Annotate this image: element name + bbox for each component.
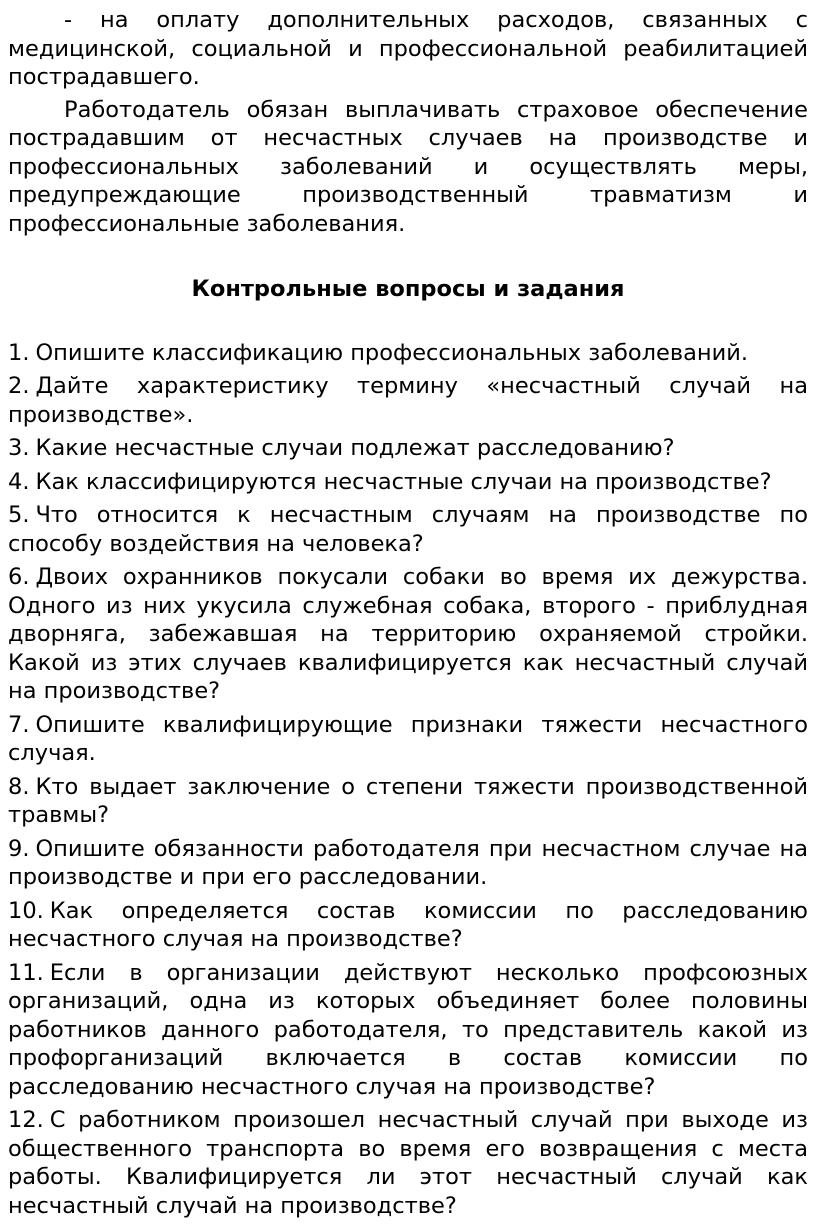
question-item	[8, 434, 808, 463]
question-item	[8, 1106, 808, 1220]
question-number: 12.	[8, 1107, 44, 1133]
question-number: 11.	[8, 959, 44, 986]
question-number: 7.	[8, 711, 30, 738]
question-text: Опишите обязанности работодателя при несчастном случае на производстве и при его расследовании.	[8, 835, 808, 890]
question-text: Если в организации действуют несколько профсоюзных организаций, одна из которых объединяет более половины работников данного работодателя, то представитель какой из профорганизаций включается в состав комиссии по расследованию несчастного случая на производстве?	[8, 959, 808, 1100]
question-item	[8, 372, 808, 429]
question-item	[8, 959, 808, 1102]
question-item	[8, 563, 808, 706]
question-text: Как классифицируются несчастные случаи на производстве?	[35, 468, 772, 495]
question-number: 8.	[8, 773, 30, 800]
question-text: Опишите классификацию профессиональных заболеваний.	[35, 339, 749, 366]
question-number: 3.	[8, 435, 30, 461]
section-heading: Контрольные вопросы и задания	[191, 276, 625, 302]
question-number: 9.	[8, 835, 30, 862]
questions-list	[8, 339, 808, 1221]
question-item	[8, 339, 808, 368]
intro-paragraph-1: - на оплату дополнительных расходов, связанных с медицинской, социальной и профессиональной реабилитацией пострадавшего.	[8, 7, 808, 90]
question-item	[8, 897, 808, 954]
question-text: Как определяется состав комиссии по расследованию несчастного случая на производстве?	[8, 897, 808, 952]
question-item	[8, 468, 808, 497]
question-number: 1.	[8, 339, 30, 366]
intro-paragraph-2: Работодатель обязан выплачивать страховое обеспечение пострадавшим от несчастных случаев на производстве и профессиональных заболеваний и осуществлять меры, предупреждающие производственный травматизм и профессиональные заболевания.	[8, 96, 808, 237]
question-number: 5.	[8, 502, 30, 528]
question-text: Опишите квалифицирующие признаки тяжести несчастного случая.	[8, 711, 808, 766]
question-item	[8, 835, 808, 892]
question-text: Двоих охранников покусали собаки во время их дежурства. Одного из них укусила служебная собака, второго - приблудная дворняга, забежавшая на территорию охраняемой стройки. Какой из этих случаев квалифицируется как несчастный случай на производстве?	[8, 564, 808, 704]
question-item	[8, 711, 808, 768]
question-text: Кто выдает заключение о степени тяжести производственной травмы?	[8, 773, 808, 828]
question-number: 6.	[8, 564, 30, 590]
question-number: 4.	[8, 468, 30, 495]
question-text: Что относится к несчастным случаям на производстве по способу воздействия на человека?	[8, 502, 808, 557]
question-item	[8, 501, 808, 558]
question-text: С работником произошел несчастный случай при выходе из общественного транспорта во время его возвращения с места работы. Квалифицируется ли этот несчастный случай как несчастный случай на производстве?	[8, 1107, 808, 1219]
question-text: Какие несчастные случаи подлежат расследованию?	[35, 435, 675, 461]
question-number: 10.	[8, 897, 44, 924]
question-item	[8, 773, 808, 830]
question-text: Дайте характеристику термину «несчастный случай на производстве».	[8, 373, 808, 428]
question-number: 2.	[8, 373, 30, 399]
